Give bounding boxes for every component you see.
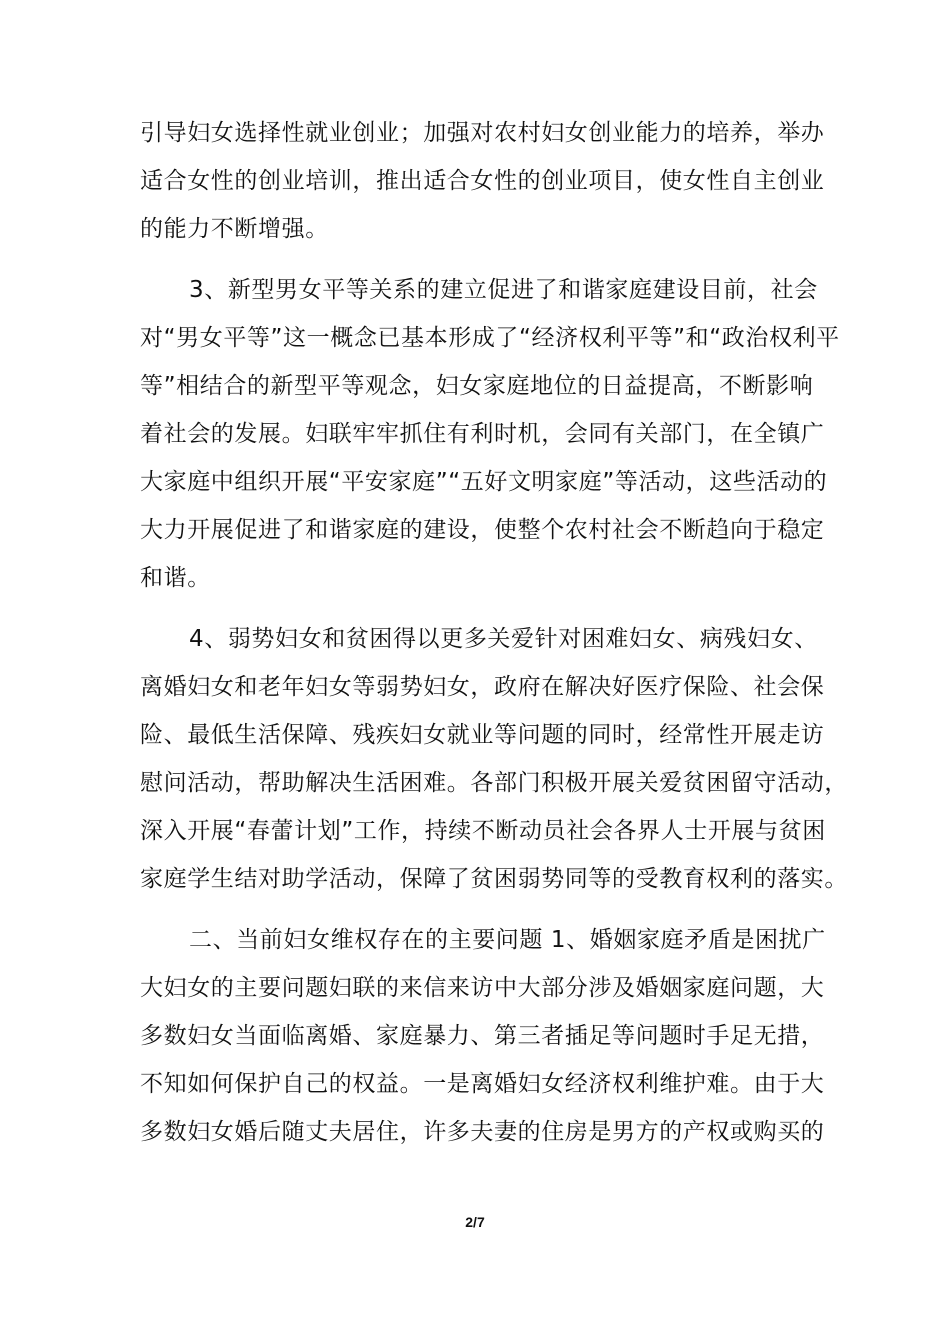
paragraph-3-line-1: 4、弱势妇女和贫困得以更多关爱针对困难妇女、病残妇女、 <box>189 626 818 652</box>
paragraph-4-line-2: 大妇女的主要问题妇联的来信来访中大部分涉及婚姻家庭问题，大 <box>140 975 825 1001</box>
paragraph-3-line-5: 深入开展“春蕾计划”工作，持续不断动员社会各界人士开展与贫困 <box>140 818 826 844</box>
paragraph-4-line-4: 不知如何保护自己的权益。一是离婚妇女经济权利维护难。由于大 <box>140 1071 825 1097</box>
paragraph-2-line-1: 3、新型男女平等关系的建立促进了和谐家庭建设目前，社会 <box>189 277 818 303</box>
paragraph-2-line-3: 等”相结合的新型平等观念，妇女家庭地位的日益提高，不断影响 <box>140 373 814 399</box>
paragraph-4-line-5: 多数妇女婚后随丈夫居住，许多夫妻的住房是男方的产权或购买的 <box>140 1119 825 1145</box>
paragraph-2-line-2: 对“男女平等”这一概念已基本形成了“经济权利平等”和“政治权利平 <box>140 325 840 351</box>
paragraph-2-line-5: 大家庭中组织开展“平安家庭”“五好文明家庭”等活动，这些活动的 <box>140 469 828 495</box>
paragraph-3-line-2: 离婚妇女和老年妇女等弱势妇女，政府在解决好医疗保险、社会保 <box>140 674 825 700</box>
paragraph-1-line-1: 引导妇女选择性就业创业；加强对农村妇女创业能力的培养，举办 <box>140 120 825 146</box>
paragraph-4-line-1: 二、当前妇女维权存在的主要问题 1、婚姻家庭矛盾是困扰广 <box>189 927 826 953</box>
paragraph-4-line-3: 多数妇女当面临离婚、家庭暴力、第三者插足等问题时手足无措， <box>140 1023 825 1049</box>
paragraph-2-line-7: 和谐。 <box>140 565 211 591</box>
paragraph-2-line-6: 大力开展促进了和谐家庭的建设，使整个农村社会不断趋向于稳定 <box>140 517 825 543</box>
paragraph-3-line-6: 家庭学生结对助学活动，保障了贫困弱势同等的受教育权利的落实。 <box>140 866 848 892</box>
page-number: 2/7 <box>465 1214 485 1230</box>
paragraph-1-line-2: 适合女性的创业培训，推出适合女性的创业项目，使女性自主创业 <box>140 168 825 194</box>
paragraph-2-line-4: 着社会的发展。妇联牢牢抓住有利时机，会同有关部门，在全镇广 <box>140 421 825 447</box>
paragraph-1-line-3: 的能力不断增强。 <box>140 216 329 242</box>
paragraph-3-line-3: 险、最低生活保障、残疾妇女就业等问题的同时，经常性开展走访 <box>140 722 825 748</box>
paragraph-3-line-4: 慰问活动，帮助解决生活困难。各部门积极开展关爱贫困留守活动， <box>140 770 848 796</box>
